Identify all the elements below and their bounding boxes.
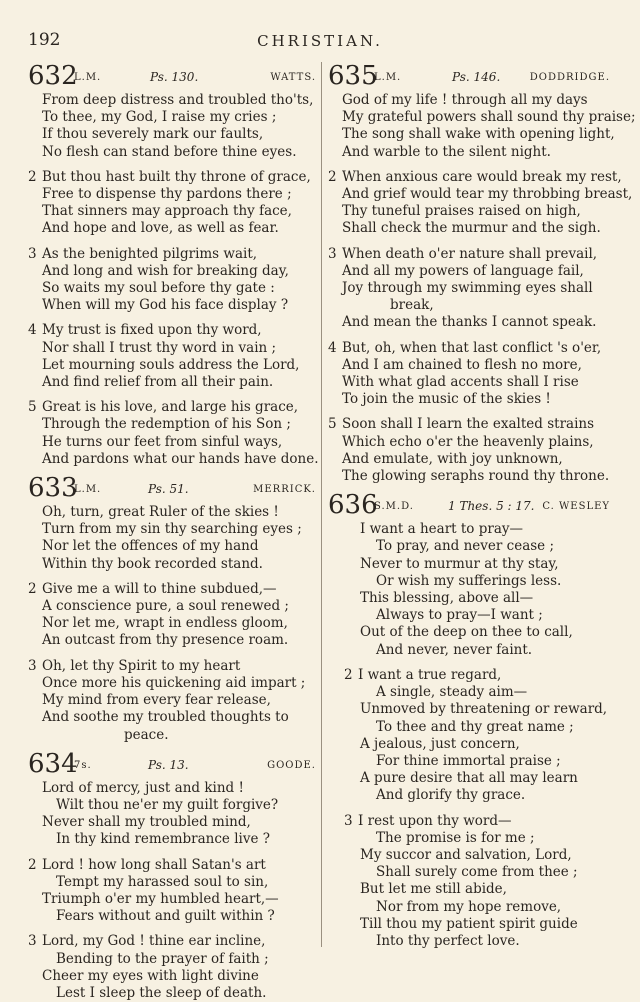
verse-line: Joy through my swimming eyes shall [342, 280, 593, 297]
verse-line: Through the redemption of his Son ; [42, 416, 291, 433]
verse-line: Out of the deep on thee to call, [360, 624, 573, 641]
hymn-meter: L.M. [374, 72, 402, 83]
hymn-meter: L.M. [74, 484, 102, 496]
hymn-author: GOODE. [267, 759, 316, 771]
verse-line: If thou severely mark our faults, [42, 126, 264, 143]
stanza [28, 399, 319, 468]
verse-line: Lord, my God ! thine ear incline, [42, 933, 266, 950]
verse-line: To thee, my God, I raise my cries ; [42, 109, 277, 126]
hymn-header [28, 750, 316, 780]
stanza [28, 933, 316, 1002]
verse-line: Free to dispense thy pardons there ; [42, 186, 292, 203]
stanza-number: 2 [28, 580, 37, 597]
hymn-scripture-ref: Ps. 130. [150, 70, 199, 84]
stanza-number: 3 [344, 812, 353, 829]
verse-line: And grief would tear my throbbing breast, [342, 186, 633, 203]
hymn-author: C. WESLEY [542, 501, 610, 513]
verse-line: A pure desire that all may learn [360, 770, 578, 787]
verse-line: Give me a will to thine subdued,— [42, 580, 277, 597]
hymn-636 [328, 491, 610, 950]
verse-line: When will my God his face display ? [42, 297, 289, 314]
verse-line: Nor shall I trust thy word in vain ; [42, 339, 277, 356]
verse-line: Fears without and guilt within ? [56, 908, 275, 925]
verse-line: And find relief from all their pain. [42, 374, 274, 391]
hymn-number: 632 [28, 61, 78, 91]
hymn-meter: S.M.D. [374, 501, 414, 513]
stanza-number: 4 [328, 339, 337, 356]
verse-line: And all my powers of language fail, [342, 262, 584, 279]
hymn-meter: 7s. [74, 759, 92, 771]
hymn-number: 634 [28, 748, 78, 779]
stanza [28, 780, 316, 849]
stanza-number: 2 [328, 168, 337, 185]
stanza-number: 2 [28, 856, 37, 873]
verse-line: The promise is for me ; [376, 829, 535, 846]
verse-line: The glowing seraphs round thy throne. [342, 468, 610, 485]
stanza [328, 813, 610, 951]
stanza [28, 246, 316, 315]
verse-line: Lord ! how long shall Satan's art [42, 856, 266, 873]
stanza [328, 92, 636, 161]
verse-line: To thee and thy great name ; [376, 718, 574, 735]
verse-line: From deep distress and troubled tho'ts, [42, 92, 314, 108]
verse-line: A single, steady aim— [376, 684, 528, 701]
stanza [328, 168, 633, 238]
stanza [328, 667, 610, 805]
stanza [28, 581, 316, 650]
hymn-scripture-ref: Ps. 51. [148, 482, 189, 497]
page-header [0, 30, 640, 52]
hymn-632 [28, 61, 319, 468]
verse-line: Never shall my troubled mind, [42, 814, 251, 831]
verse-line: A jealous, just concern, [360, 735, 520, 752]
verse-line: No flesh can stand before thine eyes. [42, 143, 297, 160]
verse-line: Lest I sleep the sleep of death. [56, 984, 267, 1001]
verse-line: Till thou my patient spirit guide [360, 915, 578, 932]
verse-line: I want a heart to pray— [360, 521, 523, 538]
hymn-header [28, 62, 316, 92]
right-column [328, 61, 636, 950]
hymn-number: 635 [328, 61, 378, 91]
verse-line: For thine immortal praise ; [376, 752, 561, 769]
verse-line: A conscience pure, a soul renewed ; [42, 598, 289, 615]
verse-line: My mind from every fear release, [42, 692, 271, 709]
verse-line: And pardons what our hands have done. [42, 450, 319, 467]
verse-line: Great is his love, and large his grace, [42, 399, 299, 416]
verse-line: My succor and salvation, Lord, [360, 846, 572, 863]
verse-line: Triumph o'er my humbled heart,— [42, 890, 279, 907]
page-number: 192 [28, 30, 61, 50]
column-divider [321, 62, 322, 947]
stanza [28, 658, 316, 744]
hymn-meter: L.M. [74, 72, 102, 83]
hymn-scripture-ref: Ps. 146. [452, 70, 501, 84]
verse-line: He turns our feet from sinful ways, [42, 433, 283, 450]
hymn-header [328, 491, 610, 521]
verse-line: I rest upon thy word— [358, 812, 512, 829]
verse-line: Or wish my sufferings less. [376, 572, 562, 589]
verse-line: God of my life ! through all my days [342, 92, 588, 108]
verse-line: And warble to the silent night. [342, 143, 551, 160]
stanza-number: 3 [28, 245, 37, 262]
verse-line: Soon shall I learn the exalted strains [342, 416, 595, 433]
verse-line: And mean the thanks I cannot speak. [342, 314, 597, 331]
verse-line: Let mourning souls address the Lord, [42, 356, 300, 373]
verse-line: When anxious care would break my rest, [342, 168, 622, 185]
verse-line: And emulate, with joy unknown, [342, 450, 563, 467]
verse-line: Into thy perfect love. [376, 932, 520, 949]
verse-line: Oh, let thy Spirit to my heart [42, 657, 241, 674]
verse-line: The song shall wake with opening light, [342, 126, 615, 143]
hymn-author: WATTS. [270, 72, 316, 83]
verse-line: Cheer my eyes with light divine [42, 967, 259, 984]
stanza-number: 2 [344, 666, 353, 683]
verse-line: Always to pray—I want ; [376, 607, 543, 624]
hymn-number: 633 [28, 473, 78, 504]
verse-line: Which echo o'er the heavenly plains, [342, 433, 594, 450]
stanza [28, 857, 316, 926]
hymn-header [28, 474, 316, 504]
verse-line: Wilt thou ne'er my guilt forgive? [56, 796, 279, 813]
verse-line: To pray, and never cease ; [376, 538, 555, 555]
verse-line: And hope and love, as well as fear. [42, 220, 279, 237]
verse-line: And I am chained to flesh no more, [342, 356, 582, 373]
verse-line: An outcast from thy presence roam. [42, 632, 289, 649]
verse-line: Bending to the prayer of faith ; [56, 950, 269, 967]
hymn-634 [28, 750, 316, 1002]
hymn-author: DODDRIDGE. [529, 72, 610, 83]
verse-line: Shall surely come from thee ; [376, 864, 578, 881]
stanza-number: 3 [328, 245, 337, 262]
hymn-633 [28, 474, 316, 744]
verse-line: Unmoved by threatening or reward, [360, 701, 608, 718]
verse-line: Turn from my sin thy searching eyes ; [42, 521, 302, 538]
verse-line: With what glad accents shall I rise [342, 374, 579, 391]
verse-line: Oh, turn, great Ruler of the skies ! [42, 504, 279, 521]
verse-line: This blessing, above all— [360, 590, 534, 607]
hymn-scripture-ref: Ps. 13. [148, 757, 189, 772]
verse-line: Once more his quickening aid impart ; [42, 674, 306, 691]
stanza [28, 169, 316, 238]
verse-line: Nor from my hope remove, [376, 898, 562, 915]
verse-line: My trust is fixed upon thy word, [42, 322, 262, 339]
verse-line: So waits my soul before thy gate : [42, 280, 275, 297]
stanza-number: 3 [28, 657, 37, 674]
stanza [328, 340, 610, 409]
verse-line: Lord of mercy, just and kind ! [42, 779, 244, 796]
verse-line: Nor let the offences of my hand [42, 538, 259, 555]
stanza-number: 5 [328, 416, 337, 433]
verse-line: That sinners may approach thy face, [42, 203, 292, 220]
verse-line: And never, never faint. [376, 641, 533, 658]
verse-line: Within thy book recorded stand. [42, 555, 263, 572]
verse-line: Tempt my harassed soul to sin, [56, 873, 269, 890]
stanza [328, 521, 610, 659]
hymn-header [328, 62, 610, 92]
hymn-author: MERRICK. [253, 484, 316, 496]
verse-line: And glorify thy grace. [376, 787, 526, 804]
stanza [328, 246, 610, 332]
stanza [28, 504, 316, 573]
hymn-scripture-ref: 1 Thes. 5 : 17. [448, 499, 535, 514]
verse-line: But thou hast built thy throne of grace, [42, 168, 311, 185]
verse-line: As the benighted pilgrims wait, [42, 245, 258, 262]
running-title: CHRISTIAN. [257, 32, 383, 50]
verse-line: To join the music of the skies ! [342, 391, 551, 408]
stanza-number: 5 [28, 399, 37, 416]
verse-line: In thy kind remembrance live ? [56, 831, 270, 848]
verse-line: I want a true regard, [358, 666, 502, 683]
verse-line: peace. [124, 726, 169, 743]
stanza [28, 322, 316, 391]
hymn-number: 636 [328, 490, 378, 521]
stanza [328, 416, 610, 485]
verse-line: Never to murmur at thy stay, [360, 555, 559, 572]
verse-line: And long and wish for breaking day, [42, 262, 289, 279]
stanza [28, 92, 316, 161]
verse-line: But, oh, when that last conflict 's o'er, [342, 339, 602, 356]
verse-line: But let me still abide, [360, 881, 507, 898]
verse-line: My grateful powers shall sound thy praise; [342, 109, 636, 126]
verse-line: break, [390, 297, 434, 314]
hymn-635 [328, 61, 636, 485]
verse-line: And soothe my troubled thoughts to [42, 709, 289, 726]
verse-line: Nor let me, wrapt in endless gloom, [42, 615, 288, 632]
stanza-number: 2 [28, 168, 37, 185]
verse-line: Thy tuneful praises raised on high, [342, 203, 581, 220]
verse-line: When death o'er nature shall prevail, [342, 245, 598, 262]
stanza-number: 3 [28, 933, 37, 950]
left-column [28, 61, 319, 1002]
verse-line: Shall check the murmur and the sigh. [342, 220, 601, 237]
stanza-number: 4 [28, 322, 37, 339]
